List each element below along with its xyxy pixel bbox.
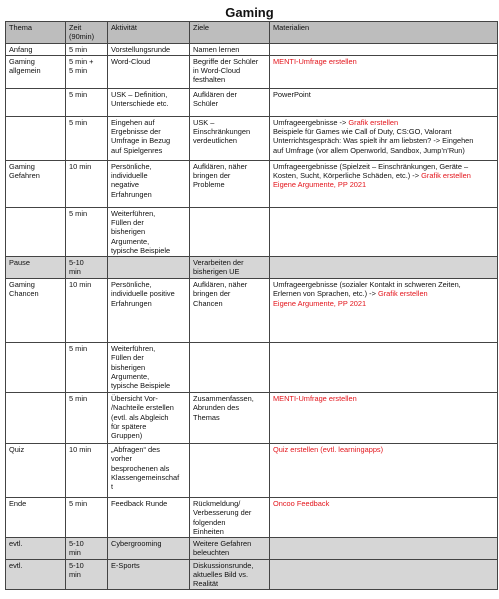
cell-thema: Gaming Gefahren — [6, 160, 66, 207]
cell-ziele: Rückmeldung/ Verbesserung der folgenden Einheiten — [190, 498, 270, 538]
cell-materialien — [270, 444, 498, 498]
header-aktivitaet: Aktivität — [108, 22, 190, 44]
cell-materialien — [270, 538, 498, 560]
cell-aktivitaet: Weiterführen, Füllen der bisherigen Argumente, typische Beispiele — [108, 343, 190, 393]
table-row — [6, 160, 498, 207]
table-row — [6, 393, 498, 444]
table-row — [6, 538, 498, 560]
cell-thema: Gaming allgemein — [6, 55, 66, 88]
cell-thema — [6, 393, 66, 444]
cell-materialien — [270, 160, 498, 207]
cell-thema: Quiz — [6, 444, 66, 498]
cell-zeit: 5 min — [66, 88, 108, 116]
cell-aktivitaet: Vorstellungsrunde — [108, 43, 190, 55]
cell-thema: Ende — [6, 498, 66, 538]
header-thema: Thema — [6, 22, 66, 44]
material-text: Umfrageergebnisse (sozialer Kontakt in schweren Zeiten, Erlernen von Sprachen, etc.) -> — [273, 280, 461, 299]
table-row — [6, 498, 498, 538]
cell-thema — [6, 343, 66, 393]
header-materialien: Materialien — [270, 22, 498, 44]
cell-aktivitaet: Word-Cloud — [108, 55, 190, 88]
cell-materialien — [270, 116, 498, 160]
table-row — [6, 43, 498, 55]
cell-ziele: Begriffe der Schüler in Word-Cloud festhalten — [190, 55, 270, 88]
cell-thema: Pause — [6, 257, 66, 279]
cell-zeit: 10 min — [66, 444, 108, 498]
cell-aktivitaet: USK – Definition, Unterschiede etc. — [108, 88, 190, 116]
material-todo-text: Grafik erstellen — [348, 117, 399, 127]
material-todo-text: Grafik erstellen Eigene Argumente, PP 2021 — [273, 171, 471, 190]
cell-thema — [6, 88, 66, 116]
cell-zeit: 5 min — [66, 393, 108, 444]
material-todo-text: MENTI-Umfrage erstellen — [273, 56, 357, 66]
cell-zeit: 5-10 min — [66, 538, 108, 560]
cell-zeit: 5-10 min — [66, 559, 108, 590]
material-todo-text: Grafik erstellen Eigene Argumente, PP 2021 — [273, 289, 428, 308]
cell-aktivitaet: Feedback Runde — [108, 498, 190, 538]
cell-ziele: Diskussionsrunde, aktuelles Bild vs. Realität — [190, 559, 270, 590]
header-zeit: Zeit (90min) — [66, 22, 108, 44]
cell-ziele: Aufklären, näher bringen der Probleme — [190, 160, 270, 207]
cell-aktivitaet: E-Sports — [108, 559, 190, 590]
cell-ziele: Namen lernen — [190, 43, 270, 55]
table-row — [6, 116, 498, 160]
cell-zeit: 10 min — [66, 160, 108, 207]
cell-zeit: 5-10 min — [66, 257, 108, 279]
material-text: Beispiele für Games wie Call of Duty, CS:GO, Valorant Unterrichtsgespräch: Was spielt ihr am liebsten? -> Eingehen auf Umfrage (vor allem Openworld, Sandbox, Jump’n’Run) — [273, 127, 474, 155]
cell-aktivitaet: Persönliche, individuelle positive Erfahrungen — [108, 279, 190, 343]
cell-ziele: USK – Einschränkungen verdeutlichen — [190, 116, 270, 160]
cell-aktivitaet: Übersicht Vor- /Nachteile erstellen (evtl. als Abgleich für spätere Gruppen) — [108, 393, 190, 444]
material-todo-text: Quiz erstellen (evtl. learningapps) — [273, 445, 384, 454]
cell-ziele — [190, 207, 270, 256]
cell-aktivitaet: Cybergrooming — [108, 538, 190, 560]
cell-materialien — [270, 207, 498, 256]
table-row — [6, 343, 498, 393]
cell-aktivitaet: Weiterführen, Füllen der bisherigen Argumente, typische Beispiele — [108, 207, 190, 256]
cell-ziele — [190, 343, 270, 393]
cell-zeit: 5 min + 5 min — [66, 55, 108, 88]
cell-materialien — [270, 559, 498, 590]
cell-aktivitaet: „Abfragen“ des vorher besprochenen als Klassengemeinschaf t — [108, 444, 190, 498]
cell-thema: Gaming Chancen — [6, 279, 66, 343]
cell-materialien — [270, 43, 498, 55]
table-header-row — [6, 22, 498, 44]
table-row — [6, 55, 498, 88]
header-ziele: Ziele — [190, 22, 270, 44]
cell-ziele: Verarbeiten der bisherigen UE — [190, 257, 270, 279]
table-row — [6, 559, 498, 590]
table-row — [6, 279, 498, 343]
cell-ziele — [190, 444, 270, 498]
cell-zeit: 5 min — [66, 43, 108, 55]
cell-materialien: PowerPoint — [270, 88, 498, 116]
cell-zeit: 5 min — [66, 498, 108, 538]
cell-ziele: Aufklären, näher bringen der Chancen — [190, 279, 270, 343]
cell-zeit: 5 min — [66, 207, 108, 256]
table-row — [6, 88, 498, 116]
material-text: Umfrageergebnisse (Spielzeit – Einschränkungen, Geräte – Kosten, Sucht, Körperliche Schäden, etc.) -> — [273, 161, 469, 180]
cell-materialien — [270, 55, 498, 88]
table-row — [6, 444, 498, 498]
table-row — [6, 207, 498, 256]
cell-materialien — [270, 343, 498, 393]
cell-zeit: 5 min — [66, 343, 108, 393]
cell-zeit: 10 min — [66, 279, 108, 343]
lesson-plan-table — [5, 21, 498, 590]
material-text: Umfrageergebnisse -> — [273, 117, 349, 127]
cell-materialien — [270, 393, 498, 444]
cell-materialien — [270, 279, 498, 343]
cell-thema: Anfang — [6, 43, 66, 55]
cell-zeit: 5 min — [66, 116, 108, 160]
cell-materialien — [270, 498, 498, 538]
cell-materialien — [270, 257, 498, 279]
cell-ziele: Weitere Gefahren beleuchten — [190, 538, 270, 560]
cell-thema — [6, 207, 66, 256]
material-todo-text: Oncoo Feedback — [273, 499, 330, 508]
cell-aktivitaet: Eingehen auf Ergebnisse der Umfrage in Bezug auf Spielgenres — [108, 116, 190, 160]
material-todo-text: MENTI-Umfrage erstellen — [273, 394, 357, 403]
cell-thema: evtl. — [6, 538, 66, 560]
cell-thema — [6, 116, 66, 160]
cell-ziele: Aufklären der Schüler — [190, 88, 270, 116]
cell-thema: evtl. — [6, 559, 66, 590]
cell-ziele: Zusammenfassen, Abrunden des Themas — [190, 393, 270, 444]
document-title: Gaming — [225, 5, 274, 20]
cell-aktivitaet: Persönliche, individuelle negative Erfahrungen — [108, 160, 190, 207]
table-row — [6, 257, 498, 279]
cell-aktivitaet — [108, 257, 190, 279]
